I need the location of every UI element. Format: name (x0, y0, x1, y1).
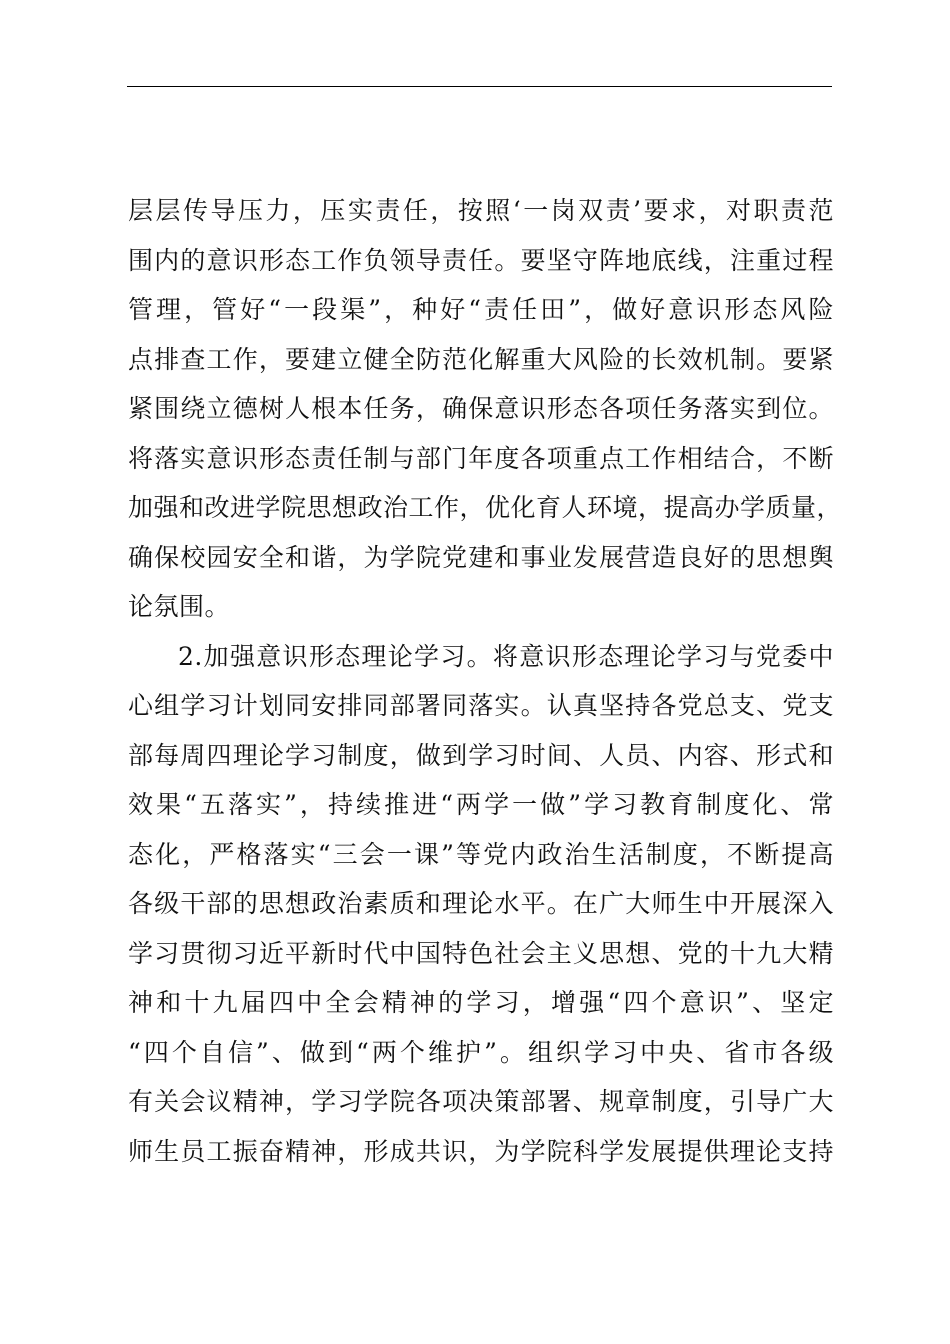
text-line: 将落实意识形态责任制与部门年度各项重点工作相结合，不断 (128, 443, 834, 473)
text-line: 神和十九届四中全会精神的学习，增强“四个意识”、坚定 (128, 988, 834, 1017)
text-line: 论氛围。 (128, 592, 231, 621)
text-line: 2.加强意识形态理论学习。将意识形态理论学习与党委中 (178, 641, 834, 671)
text-line: 确保校园安全和谐，为学院党建和事业发展营造良好的思想舆 (128, 542, 834, 572)
text-line: 各级干部的思想政治素质和理论水平。在广大师生中开展深入 (128, 889, 834, 918)
text-line: 师生员工振奋精神，形成共识，为学院科学发展提供理论支持 (128, 1136, 834, 1166)
header-rule (127, 86, 832, 87)
text-line: 加强和改进学院思想政治工作，优化育人环境，提高办学质量， (128, 493, 843, 522)
text-line: 围内的意识形态工作负领导责任。要坚守阵地底线，注重过程 (128, 245, 834, 275)
text-line: 紧围绕立德树人根本任务，确保意识形态各项任务落实到位。 (128, 394, 834, 423)
text-line: “四个自信”、做到“两个维护”。组织学习中央、省市各级 (128, 1037, 834, 1067)
text-line: 心组学习计划同安排同部署同落实。认真坚持各党总支、党支 (128, 691, 834, 720)
paragraph-2 (128, 632, 834, 1177)
text-line: 点排查工作，要建立健全防范化解重大风险的长效机制。要紧 (128, 344, 834, 374)
text-line: 学习贯彻习近平新时代中国特色社会主义思想、党的十九大精 (128, 938, 834, 968)
text-line: 部每周四理论学习制度，做到学习时间、人员、内容、形式和 (128, 740, 834, 770)
text-line: 层层传导压力，压实责任，按照‘一岗双责’要求，对职责范 (128, 196, 834, 225)
text-line: 有关会议精神，学习学院各项决策部署、规章制度，引导广大 (128, 1087, 834, 1116)
paragraph-1 (128, 186, 843, 632)
text-line: 态化，严格落实“三会一课”等党内政治生活制度，不断提高 (128, 839, 834, 869)
text-line: 效果“五落实”，持续推进“两学一做”学习教育制度化、常 (128, 790, 834, 819)
body-text (128, 186, 843, 1176)
text-line: 管理，管好“一段渠”，种好“责任田”，做好意识形态风险 (128, 295, 834, 324)
